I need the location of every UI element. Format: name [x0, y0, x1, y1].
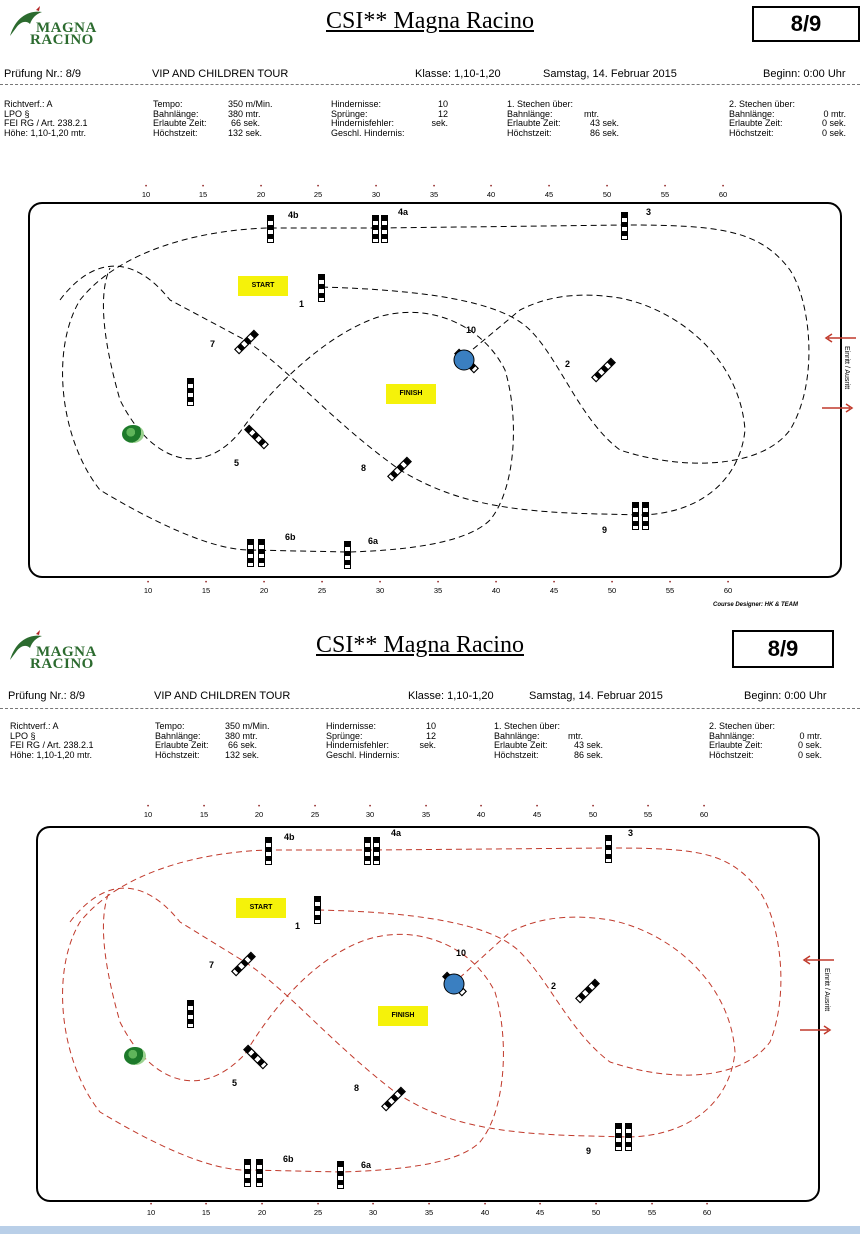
- spare-jump: [187, 378, 194, 406]
- jump-label-3: 3: [646, 207, 652, 217]
- jump-6a: [337, 1161, 344, 1189]
- jump-1: [318, 274, 325, 302]
- entry-label: Einritt / Ausritt: [843, 346, 850, 390]
- water-icon: [442, 972, 466, 996]
- jump-6b: [244, 1159, 251, 1187]
- class-number-box: 8/9: [732, 630, 834, 668]
- beginn-time: Beginn: 0:00 Uhr: [744, 690, 827, 702]
- logo-text-racino: RACINO: [30, 656, 94, 672]
- course-designer: Course Designer: HK & TEAM: [712, 602, 798, 608]
- spare-jump: [187, 1000, 194, 1028]
- meta-col-4-values: mtr. 43 sek. 86 sek.: [584, 108, 620, 138]
- page-title: CSI** Magna Racino: [326, 8, 534, 34]
- jump-label-4b: 4b: [288, 210, 299, 220]
- entry-arrow-out: [800, 1024, 834, 1036]
- jump-label-6b: 6b: [283, 1154, 294, 1164]
- tour-name: VIP AND CHILDREN TOUR: [154, 690, 291, 702]
- tour-name: VIP AND CHILDREN TOUR: [152, 68, 289, 80]
- meta-col-1: Richtverf.: A LPO § FEI RG / Art. 238.2.1 Höhe: 1,10-1,20 mtr.: [4, 99, 88, 138]
- date: Samstag, 14. Februar 2015: [529, 690, 663, 702]
- finish-marker: FINISH: [378, 1006, 428, 1026]
- jump-label-9: 9: [602, 525, 608, 535]
- meta-col-2-values: 350 m/Min. 380 mtr. 66 sek. 132 sek.: [228, 99, 273, 138]
- meta-col-5-values: 0 mtr. 0 sek. 0 sek.: [797, 730, 822, 760]
- finish-marker: FINISH: [386, 384, 436, 404]
- jump-label-9: 9: [586, 1146, 592, 1156]
- jump-label-6a: 6a: [368, 536, 379, 546]
- jump-label-4a: 4a: [398, 207, 409, 217]
- logo-text-magna: MAGNA: [36, 644, 97, 660]
- jump-1: [314, 896, 321, 924]
- jump-4a: [372, 215, 379, 243]
- jump-4a: [364, 837, 371, 865]
- jump-label-8: 8: [361, 463, 367, 473]
- meta-col-3-labels: Hindernisse: Sprünge: Hindernisfehler: Geschl. Hindernis:: [331, 99, 405, 138]
- logo-text-racino: RACINO: [30, 32, 94, 48]
- jump-3: [621, 212, 628, 240]
- logo-text-magna: MAGNA: [36, 20, 97, 36]
- meta-col-4-values: mtr. 43 sek. 86 sek.: [568, 730, 604, 760]
- date: Samstag, 14. Februar 2015: [543, 68, 677, 80]
- meta-col-1: Richtverf.: A LPO § FEI RG / Art. 238.2.1 Höhe: 1,10-1,20 mtr.: [10, 721, 94, 760]
- pruefung-number: Prüfung Nr.: 8/9: [8, 690, 86, 702]
- jump-label-10: 10: [456, 948, 467, 958]
- course-sheet-bottom: MAGNA RACINO CSI** Magna Racino 8/9 Prüfung Nr.: 8/9 VIP AND CHILDREN TOUR Klasse: 1,10-1,20 Samstag, 14. Februar 2015 Beginn: 0:00 Uhr Richtverf.: A LPO § FEI RG / Art. 238.2.1 Höhe: 1,10-1,20 mtr. Tempo: Bahnlänge: Erlaubte Zeit: Höchstzeit: 350 m/Min. 380 mtr. 66 sek. 132 sek. Hindernisse: Sprünge: Hindernisfehler: Geschl. Hindernis: 10 12 sek. 1. Stechen über: Bahnlänge: Erlaubte Zeit: Höchstzeit: mtr. 43 sek. 86 sek. 2. Stechen über: Bahnlänge: Erlaubte Zeit: Höchstzeit: 0 mtr. 0 sek. 0 sek. • 10 • 15 • 20 • 25 • 30 • 35 • 40 • 45 • 50 • 55 • 60 START FINISH 1 2 3 4a 4b 5 6a 6b 7 8 9 10 Einritt / Ausritt • 10 • 15 • 20 • 25 • 30 • 35 • 40 • 45 • 50 • 55 • 60: [0, 622, 860, 1234]
- jump-label-3: 3: [628, 828, 634, 838]
- jump-label-7: 7: [210, 339, 216, 349]
- class-number-box: 8/9: [752, 6, 860, 42]
- jump-label-10: 10: [466, 325, 477, 335]
- klasse: Klasse: 1,10-1,20: [408, 690, 494, 702]
- jump-label-1: 1: [295, 921, 301, 931]
- jump-4a-b: [373, 837, 380, 865]
- bush-icon: [124, 1047, 146, 1065]
- jump-9-b: [625, 1123, 632, 1151]
- jump-label-4b: 4b: [284, 832, 295, 842]
- jump-label-5: 5: [232, 1078, 238, 1088]
- jump-4b: [265, 837, 272, 865]
- meta-col-5-values: 0 mtr. 0 sek. 0 sek.: [821, 108, 846, 138]
- jump-4b: [267, 215, 274, 243]
- meta-col-2-values: 350 m/Min. 380 mtr. 66 sek. 132 sek.: [225, 721, 270, 760]
- entry-arrow-out: [822, 402, 856, 414]
- page-title: CSI** Magna Racino: [316, 632, 524, 658]
- jump-4a-b: [381, 215, 388, 243]
- entry-arrow-in: [822, 332, 856, 344]
- start-marker: START: [236, 898, 286, 918]
- jump-label-6a: 6a: [361, 1160, 372, 1170]
- jump-6b: [247, 539, 254, 567]
- jump-label-2: 2: [551, 981, 557, 991]
- jump-6b-b: [258, 539, 265, 567]
- jump-9: [632, 502, 639, 530]
- jump-6a: [344, 541, 351, 569]
- meta-col-5-labels: 2. Stechen über: Bahnlänge: Erlaubte Zeit: Höchstzeit:: [729, 99, 796, 138]
- jump-6b-b: [256, 1159, 263, 1187]
- course-sheet-top: MAGNA RACINO CSI** Magna Racino 8/9 Prüfung Nr.: 8/9 VIP AND CHILDREN TOUR Klasse: 1,10-1,20 Samstag, 14. Februar 2015 Beginn: 0:00 Uhr Richtverf.: A LPO § FEI RG / Art. 238.2.1 Höhe: 1,10-1,20 mtr. Tempo: Bahnlänge: Erlaubte Zeit: Höchstzeit: 350 m/Min. 380 mtr. 66 sek. 132 sek. Hindernisse: Sprünge: Hindernisfehler: Geschl. Hindernis: 10 12 sek. 1. Stechen über: Bahnlänge: Erlaubte Zeit: Höchstzeit: mtr. 43 sek. 86 sek. 2. Stechen über: Bahnlänge: Erlaubte Zeit: Höchstzeit: 0 mtr. 0 sek. 0 sek. • 10 • 15 • 20 • 25 • 30 • 35 • 40 • 45 • 50 • 55 • 60 START FINISH 1 2 3 4a 4b 5 6a 6b 7 8 9 10 Einritt / Ausritt • 10 • 15 • 20 • 25 • 30 • 35 • 40 • 45 • 50 • 55 • 60 Course Designer: HK & TEAM: [0, 0, 860, 612]
- meta-col-3-values: 10 12 sek.: [419, 721, 436, 750]
- meta-col-3-labels: Hindernisse: Sprünge: Hindernisfehler: Geschl. Hindernis:: [326, 721, 400, 760]
- jump-label-7: 7: [209, 960, 215, 970]
- jump-label-8: 8: [354, 1083, 360, 1093]
- jump-label-1: 1: [299, 299, 305, 309]
- bush-icon: [122, 425, 144, 443]
- jump-label-2: 2: [565, 359, 571, 369]
- start-marker: START: [238, 276, 288, 296]
- course-path-bottom: [0, 622, 860, 1234]
- jump-label-4a: 4a: [391, 828, 402, 838]
- course-path-top: [0, 0, 860, 612]
- jump-9: [615, 1123, 622, 1151]
- meta-col-2-labels: Tempo: Bahnlänge: Erlaubte Zeit: Höchstzeit:: [155, 721, 209, 760]
- jump-label-6b: 6b: [285, 532, 296, 542]
- meta-col-3-values: 10 12 sek.: [431, 99, 448, 128]
- jump-9-b: [642, 502, 649, 530]
- meta-col-5-labels: 2. Stechen über: Bahnlänge: Erlaubte Zeit: Höchstzeit:: [709, 721, 776, 760]
- pruefung-number: Prüfung Nr.: 8/9: [4, 68, 82, 80]
- meta-col-2-labels: Tempo: Bahnlänge: Erlaubte Zeit: Höchstzeit:: [153, 99, 207, 138]
- meta-col-4-labels: 1. Stechen über: Bahnlänge: Erlaubte Zeit: Höchstzeit:: [507, 99, 574, 138]
- entry-label: Einritt / Ausritt: [823, 968, 830, 1012]
- meta-col-4-labels: 1. Stechen über: Bahnlänge: Erlaubte Zeit: Höchstzeit:: [494, 721, 561, 760]
- page-footer-band: [0, 1226, 860, 1234]
- jump-3: [605, 835, 612, 863]
- entry-arrow-in: [800, 954, 834, 966]
- water-icon: [452, 348, 476, 372]
- klasse: Klasse: 1,10-1,20: [415, 68, 501, 80]
- beginn-time: Beginn: 0:00 Uhr: [763, 68, 846, 80]
- jump-label-5: 5: [234, 458, 240, 468]
